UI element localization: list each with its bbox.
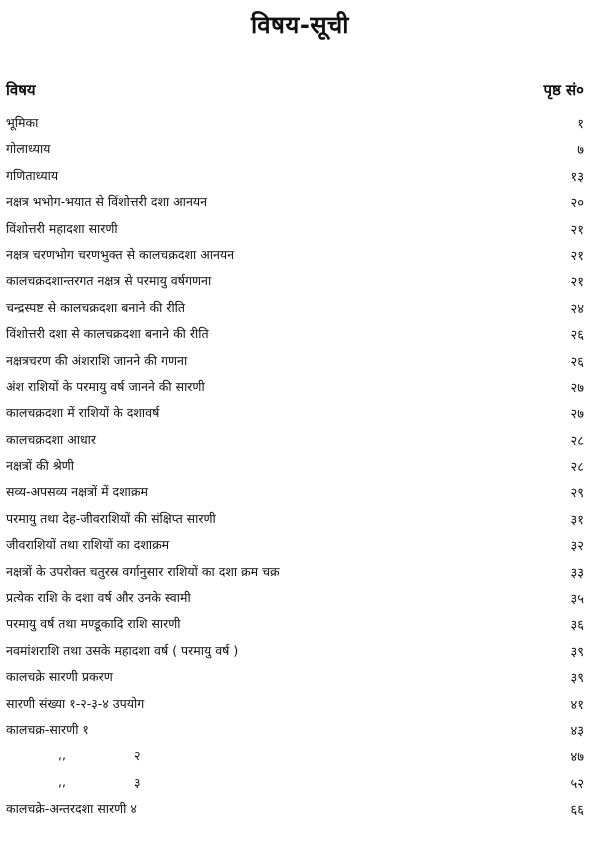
toc-entry [6, 297, 586, 323]
toc-entry-title: कालचक्र-सारणी १ [6, 721, 89, 737]
toc-entry [6, 666, 586, 692]
toc-entry [6, 165, 586, 191]
toc-entry-title: परमायु तथा देह-जीवराशियों की संक्षिप्त सारणी [6, 510, 216, 526]
toc-entry-title: जीवराशियों तथा राशियों का दशाक्रम [6, 537, 170, 553]
toc-entry-ditto-mark: ,, [58, 773, 66, 789]
toc-list [6, 112, 586, 825]
toc-entry-title: सव्य-अपसव्य नक्षत्रों में दशाक्रम [6, 484, 148, 500]
toc-entry [6, 191, 586, 217]
toc-entry-page: २१ [570, 248, 584, 264]
toc-entry-page: ४७ [570, 750, 584, 766]
toc-entry-page: २१ [570, 275, 584, 291]
toc-entry [6, 402, 586, 428]
toc-entry-page: २१ [570, 222, 584, 238]
toc-entry [6, 429, 586, 455]
toc-entry [6, 481, 586, 507]
toc-entry-title: नक्षत्रों के उपरोक्त चतुरस्र वर्गानुसार राशियों का दशा क्रम चक्र [6, 563, 280, 579]
toc-entry-title: कालचक्रे-अन्तरदशा सारणी ४ [6, 801, 137, 817]
toc-entry-ditto-mark: ,, [58, 747, 66, 763]
toc-entry-title: कालचक्रदशान्तरगत नक्षत्र से परमायु वर्षगणना [6, 273, 212, 289]
toc-entry-title: विंशोत्तरी महादशा सारणी [6, 220, 118, 236]
toc-entry-page: ३२ [570, 539, 584, 555]
toc-entry-sub-number: २ [134, 748, 141, 764]
toc-entry-page: २४ [570, 301, 584, 317]
toc-entry [6, 640, 586, 666]
toc-entry [6, 693, 586, 719]
toc-entry-title: अंश राशियों के परमायु वर्ष जानने की सारणी [6, 378, 205, 394]
toc-entry-page: ३९ [570, 671, 584, 687]
toc-entry-title: नवमांशराशि तथा उसके महादशा वर्ष ( परमायु वर्ष ) [6, 642, 239, 658]
toc-entry-page: २७ [570, 407, 584, 423]
toc-entry-title: कालचक्रदशा में राशियों के दशावर्ष [6, 405, 160, 421]
toc-entry-title: गोलाध्याय [6, 141, 51, 157]
toc-entry-title: नक्षत्र भभोग-भयात से विंशोत्तरी दशा आनयन [6, 194, 208, 210]
toc-entry [6, 798, 586, 824]
toc-entry [6, 455, 586, 481]
toc-entry-page: ४३ [570, 723, 584, 739]
toc-entry-page: ३९ [570, 644, 584, 660]
page-title: विषय-सूची [251, 11, 349, 39]
toc-entry [6, 772, 586, 798]
toc-entry [6, 534, 586, 560]
toc-entry-page: १ [577, 117, 584, 132]
toc-entry [6, 745, 586, 771]
toc-entry [6, 350, 586, 376]
toc-entry-title: गणिताध्याय [6, 167, 59, 183]
toc-entry-title: नक्षत्रचरण की अंशराशि जानने की गणना [6, 352, 188, 368]
toc-entry [6, 138, 586, 164]
toc-header [6, 80, 584, 104]
toc-entry-title: चन्द्रस्पष्ट से कालचक्रदशा बनाने की रीति [6, 299, 186, 315]
toc-entry-page: २७ [570, 380, 584, 396]
toc-entry-title: परमायु वर्ष तथा मण्डूकादि राशि सारणी [6, 616, 181, 632]
toc-entry [6, 376, 586, 402]
toc-entry-page: २८ [570, 460, 584, 476]
toc-entry [6, 112, 586, 138]
toc-entry [6, 218, 586, 244]
toc-header-page: पृष्ठ सं० [543, 81, 584, 99]
toc-entry-page: ३३ [570, 565, 584, 581]
toc-entry [6, 613, 586, 639]
toc-entry-page: ५२ [570, 776, 584, 792]
toc-entry-title: प्रत्येक राशि के दशा वर्ष और उनके स्वामी [6, 590, 191, 606]
toc-entry-page: ३५ [570, 592, 584, 608]
toc-entry-page: २० [570, 196, 584, 212]
toc-entry [6, 244, 586, 270]
toc-entry [6, 587, 586, 613]
toc-entry-page: २८ [570, 433, 584, 449]
toc-entry-title: भूमिका [6, 115, 39, 130]
toc-entry-title: कालचक्रदशा आधार [6, 431, 97, 447]
toc-entry-page: ६६ [570, 803, 584, 819]
toc-entry-page: २६ [570, 328, 584, 344]
toc-entry-page: ४१ [570, 697, 584, 713]
toc-entry-title: विंशोत्तरी दशा से कालचक्रदशा बनाने की रीति [6, 326, 209, 342]
toc-entry-title: सारणी संख्या १-२-३-४ उपयोग [6, 695, 145, 711]
toc-entry [6, 719, 586, 745]
toc-entry-page: २९ [570, 486, 584, 502]
toc-entry-title: नक्षत्र चरणभोग चरणभुक्त से कालचक्रदशा आनयन [6, 246, 235, 262]
toc-entry-page: १३ [570, 169, 584, 185]
toc-entry [6, 508, 586, 534]
toc-header-topic: विषय [6, 81, 36, 99]
toc-entry-page: ७ [577, 143, 584, 159]
toc-entry-page: २६ [570, 354, 584, 370]
toc-entry-title: कालचक्रे सारणी प्रकरण [6, 669, 113, 685]
toc-entry [6, 270, 586, 296]
toc-entry [6, 323, 586, 349]
toc-entry-page: ३१ [570, 512, 584, 528]
toc-entry-page: ३६ [570, 618, 584, 634]
toc-entry-title: नक्षत्रों की श्रेणी [6, 458, 74, 474]
toc-entry [6, 561, 586, 587]
toc-entry-sub-number: ३ [134, 774, 141, 790]
